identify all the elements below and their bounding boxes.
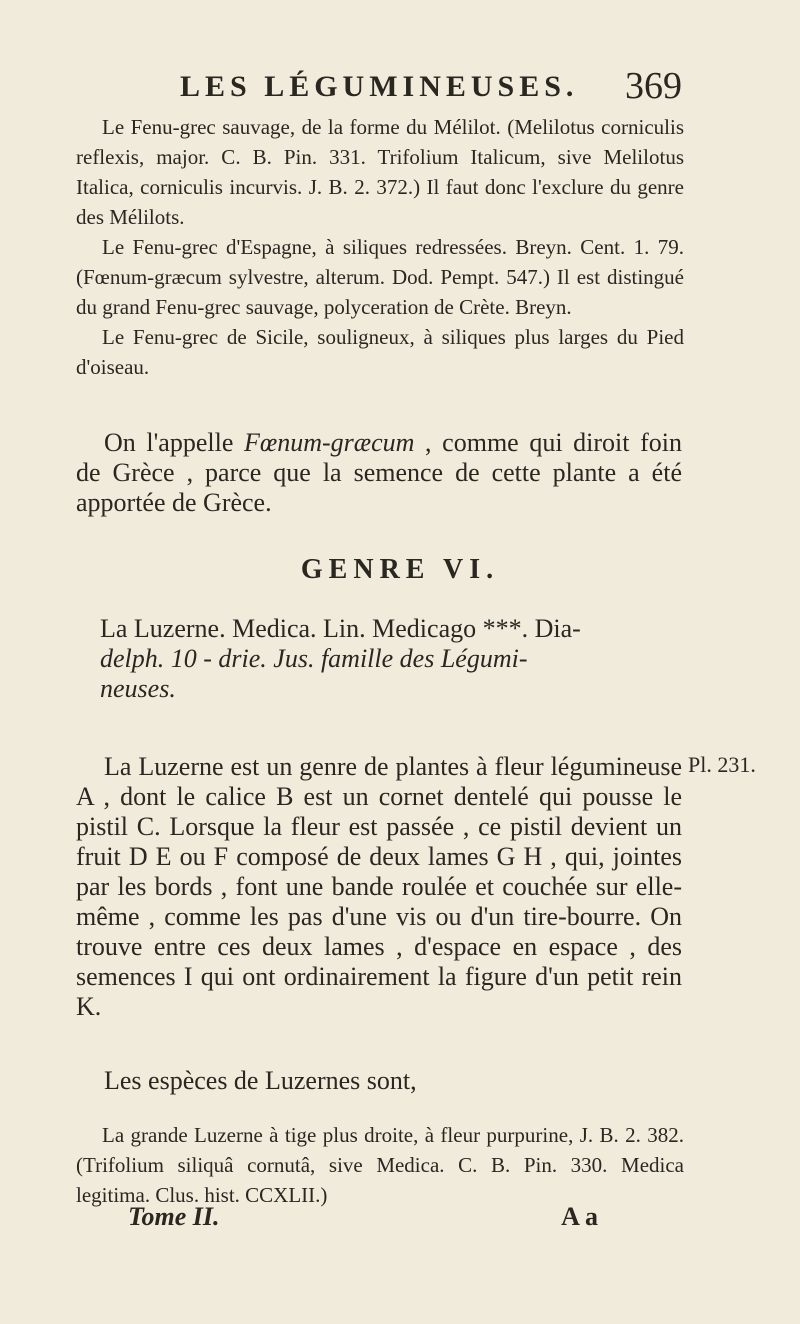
notes-top bbox=[76, 112, 684, 382]
definition-line: neuses. bbox=[100, 674, 176, 703]
signature-mark: A a bbox=[561, 1202, 598, 1231]
text-span: On l'appelle bbox=[104, 428, 244, 457]
note-paragraph: Le Fenu-grec sauvage, de la forme du Mélilot. (Melilotus corniculis reflexis, major. C. B. Pin. 331. Trifolium Italicum, sive Melilotus Italica, corniculis incurvis. J. B. 2. 372.) Il faut donc l'exclure du genre des Mélilots. bbox=[76, 115, 684, 229]
body-paragraph bbox=[76, 428, 682, 518]
body-paragraph: La Luzerne est un genre de plantes à fleur légumineuse A , dont le calice B est un cornet dentelé qui pousse le pistil C. Lorsque la fleur est passée , ce pistil devient un fruit D E ou F composé de deux lames G H , qui, jointes par les bords , font une bande roulée et couchée sur elle-même , comme les pas d'une vis ou d'un tire-bourre. On trouve entre ces deux lames , d'espace en espace , des semences I qui ont ordinairement la figure d'un petit rein K. bbox=[76, 752, 682, 1021]
definition-line: La Luzerne. Medica. Lin. Medicago ***. Dia- bbox=[100, 614, 581, 643]
text-span: , comme qui diroit foin de Grèce , parce que la semence de cette plante a été apportée de Grèce. bbox=[76, 428, 682, 517]
volume-label: Tome II. bbox=[128, 1202, 220, 1231]
italic-term: Fœnum-græcum bbox=[244, 428, 415, 457]
running-header bbox=[100, 62, 700, 112]
genre-heading: GENRE VI. bbox=[300, 554, 500, 585]
page-footer bbox=[128, 1202, 598, 1242]
notes-bottom bbox=[76, 1120, 684, 1210]
note-paragraph: Le Fenu-grec de Sicile, souligneux, à siliques plus larges du Pied d'oiseau. bbox=[76, 325, 684, 379]
definition-line: delph. 10 - drie. Jus. famille des Légumi- bbox=[100, 644, 528, 673]
body-paragraph: Les espèces de Luzernes sont, bbox=[104, 1066, 417, 1095]
note-paragraph: Le Fenu-grec d'Espagne, à siliques redressées. Breyn. Cent. 1. 79. (Fœnum-græcum sylvestre, alterum. Dod. Pempt. 547.) Il est distingué du grand Fenu-grec sauvage, polyceration de Crète. Breyn. bbox=[76, 235, 684, 319]
paragraph-appelle bbox=[76, 428, 682, 518]
paragraph-especes bbox=[76, 1066, 682, 1096]
page-number: 369 bbox=[625, 65, 682, 107]
plate-reference: Pl. 231. bbox=[688, 752, 756, 777]
paragraph-luzerne bbox=[76, 752, 682, 1022]
running-title: LES LÉGUMINEUSES. bbox=[180, 70, 579, 103]
note-paragraph: La grande Luzerne à tige plus droite, à fleur purpurine, J. B. 2. 382. (Trifolium siliquâ cornutâ, sive Medica. C. B. Pin. 330. Medica legitima. Clus. hist. CCXLII.) bbox=[76, 1123, 684, 1207]
genus-definition bbox=[100, 614, 682, 704]
